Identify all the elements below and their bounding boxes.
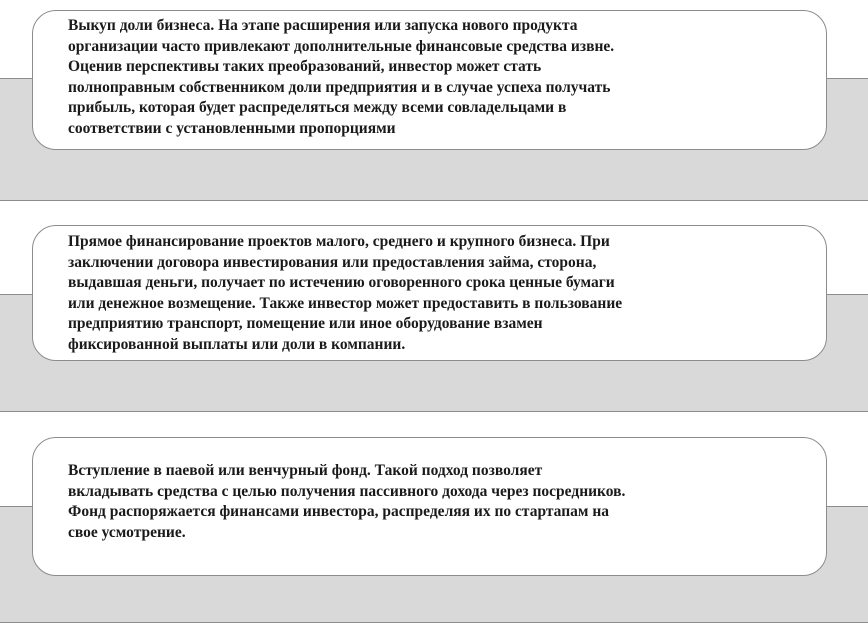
investment-method-card-2 [32,225,827,361]
card-3-text: Вступление в паевой или венчурный фонд. Такой подход позволяет вкладывать средства с целью получения пассивного дохода через посредников. Фонд распоряжается финансами инвестора, распределяя их по стартапам на свое усмотрение. [68,462,626,541]
investment-method-card-3 [32,437,827,576]
card-2-text: Прямое финансирование проектов малого, среднего и крупного бизнеса. При заключении договора инвестирования или предоставления займа, сторона, выдавшая деньги, получает по истечению оговоренного срока ценные бумаги или денежное возмещение. Также инвестор может предоставить в пользование предприятию транспорт, помещение или иное оборудование взамен фиксированной выплаты или доли в компании. [68,233,623,353]
card-1-text: Выкуп доли бизнеса. На этапе расширения или запуска нового продукта организации часто привлекают дополнительные финансовые средства извне. Оценив перспективы таких преобразований, инвестор может стать полноправным собственником доли предприятия и в случае успеха получать прибыль, которая будет распределяться между всеми совладельцами в соответствии с установленными пропорциями [68,17,615,137]
investment-method-card-1 [32,10,827,150]
